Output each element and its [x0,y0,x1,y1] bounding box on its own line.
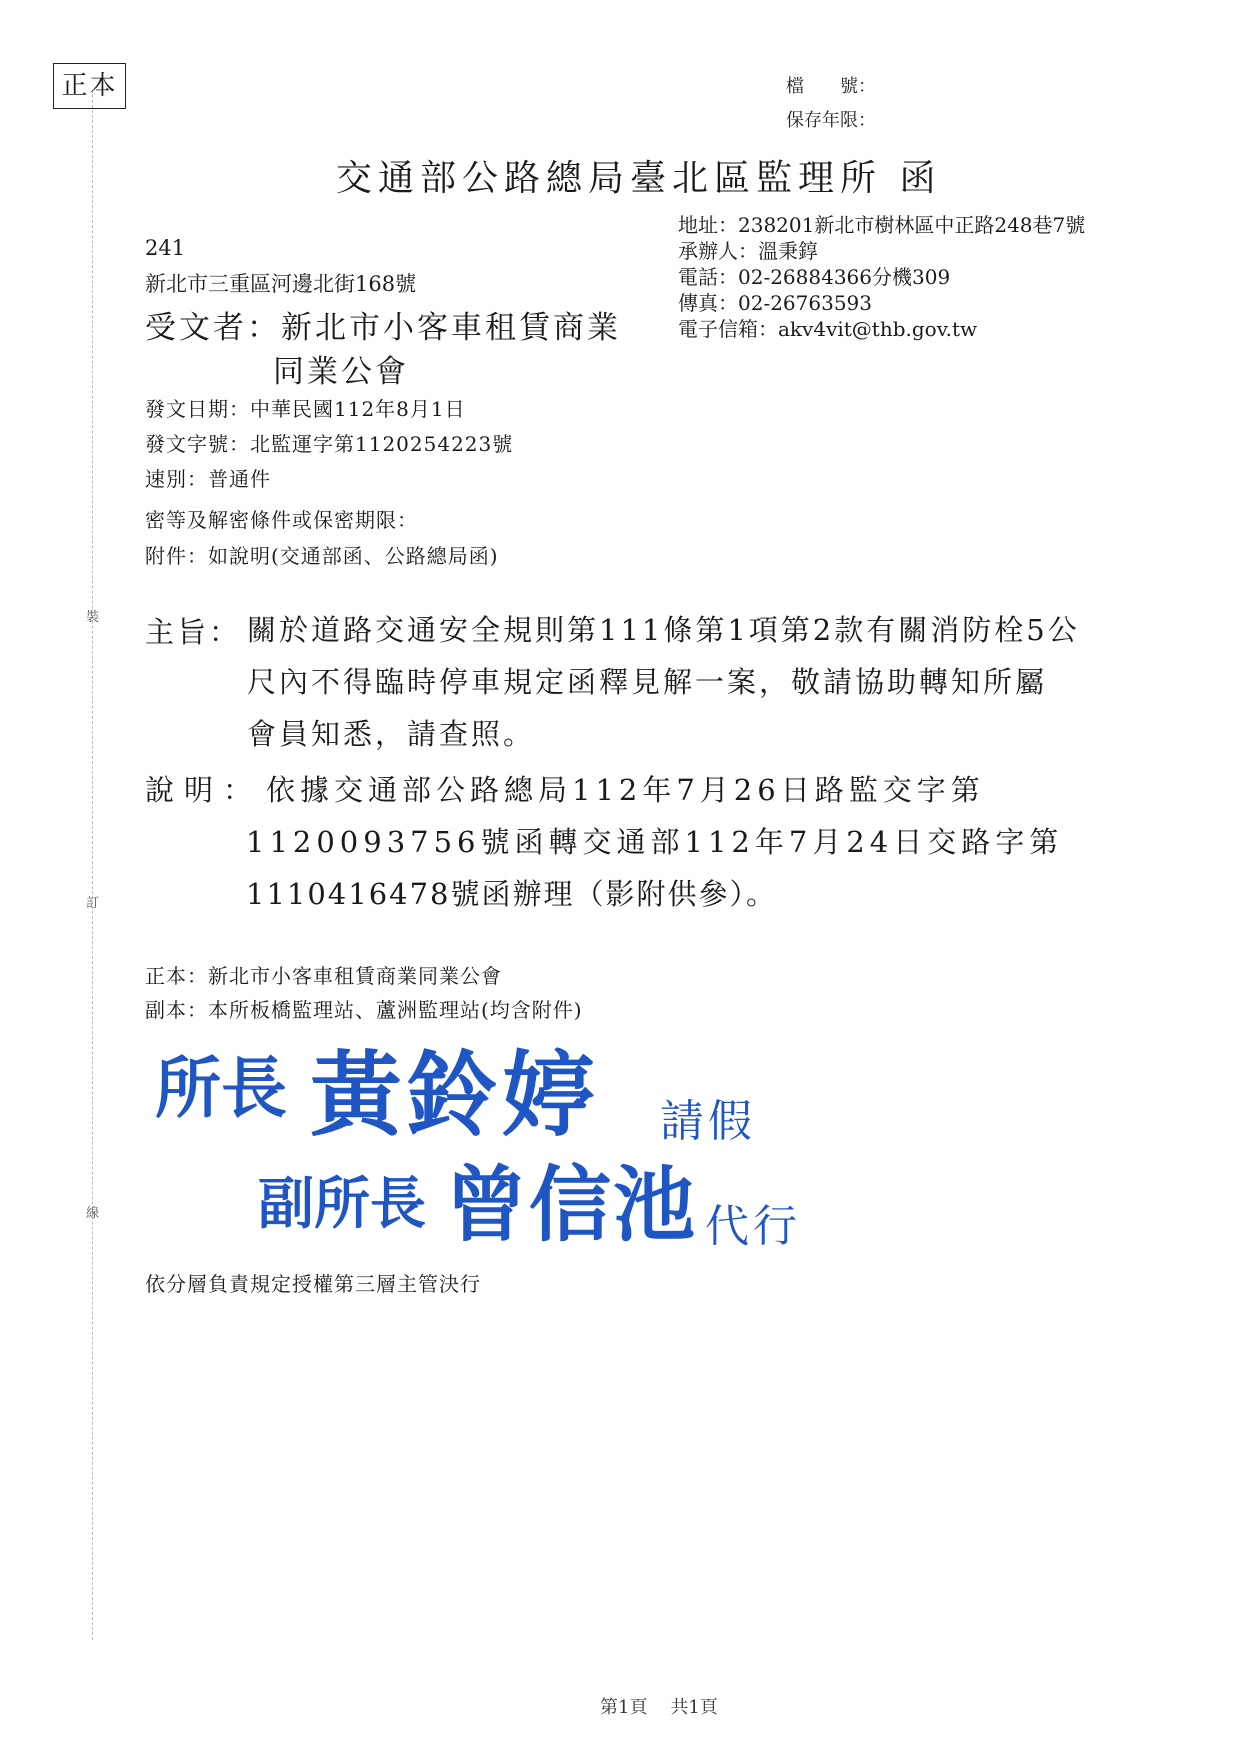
subject-text [247,604,1080,760]
issue-date: 發文日期：中華民國112年8月1日 [145,397,466,421]
sender-email: 電子信箱：akv4vit@thb.gov.tw [678,317,978,341]
explanation-line: 1110416478號函辦理（影附供參）。 [246,877,778,911]
page-total: 共1頁 [670,1697,718,1718]
recipient-block [145,306,621,394]
deputy-title-seal: 副所長 [258,1172,426,1237]
authorization-note: 依分層負責規定授權第三層主管決行 [145,1272,481,1296]
binding-line [92,90,93,1640]
director-name-seal: 黃鈴婷 [310,1042,599,1149]
binding-mark-xian: 線 [86,1206,100,1221]
binding-mark-ding: 訂 [86,896,100,911]
subject-line: 會員知悉，請查照。 [247,717,536,751]
recipient-address: 新北市三重區河邊北街168號 [145,272,417,296]
recipient-zip: 241 [145,236,186,260]
page-number: 第1頁 [600,1697,648,1718]
subject-line: 關於道路交通安全規則第111條第1項第2款有關消防栓5公 [247,613,1080,647]
copy-recipients: 副本：本所板橋監理站、蘆洲監理站(均含附件) [145,998,583,1022]
leave-note: 請假 [660,1096,756,1147]
sender-contact: 承辦人：溫秉錞 [678,239,818,263]
recipient-name-line2: 同業公會 [273,354,409,390]
subject-label: 主旨： [145,615,242,649]
document-title: 交通部公路總局臺北區監理所 函 [336,158,942,199]
acting-note: 代行 [705,1201,801,1252]
sender-fax: 傳真：02-26763593 [678,291,873,315]
sender-phone: 電話：02-26884366分機309 [678,265,951,289]
explanation-line: 1120093756號函轉交通部112年7月24日交路字第 [246,825,1064,859]
sender-address: 地址：238201新北市樹林區中正路248巷7號 [678,213,1086,237]
file-number-label: 檔 號： [786,76,876,97]
director-title-seal: 所長 [155,1050,287,1127]
deputy-name-seal: 曾信池 [445,1158,698,1253]
binding-mark-zhuang: 裝 [86,610,100,625]
delivery-speed: 速別：普通件 [145,467,271,491]
explanation-label: 說明： [145,773,263,807]
document-number: 發文字號：北監運字第1120254223號 [145,432,514,456]
recipient-name-line1: 新北市小客車租賃商業 [281,310,621,346]
secrecy-condition: 密等及解密條件或保密期限： [145,508,418,532]
subject-line: 尺內不得臨時停車規定函釋見解一案，敬請協助轉知所屬 [247,665,1048,699]
page-footer [600,1693,718,1719]
attachment-note: 附件：如說明(交通部函、公路總局函) [145,544,499,568]
recipient-label: 受文者： [145,310,281,346]
retention-label: 保存年限： [786,110,876,131]
original-copy-stamp: 正本 [53,63,126,109]
original-recipient: 正本：新北市小客車租賃商業同業公會 [145,964,502,988]
explanation-line: 依據交通部公路總局112年7月26日路監交字第 [266,773,985,807]
